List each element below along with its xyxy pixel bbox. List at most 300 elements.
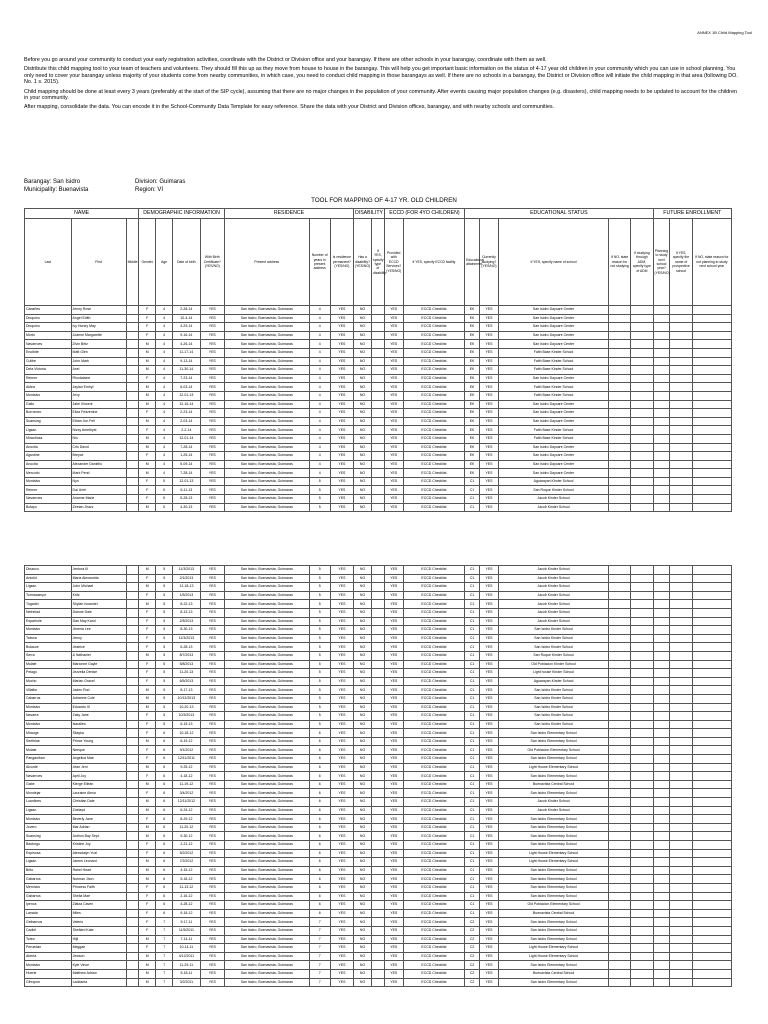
table-cell: YES xyxy=(200,901,224,910)
table-cell xyxy=(372,591,385,600)
table-cell: YES xyxy=(200,495,224,504)
table-cell xyxy=(653,366,670,375)
table-cell xyxy=(631,703,653,712)
table-cell: NO xyxy=(354,926,372,935)
table-cell xyxy=(126,566,139,575)
table-row xyxy=(25,434,732,443)
table-cell: C1 xyxy=(465,651,480,660)
table-cell: ECCD Checklist xyxy=(403,503,464,512)
table-cell xyxy=(653,495,670,504)
table-cell: San Isidro, Buenavista, Guimaras xyxy=(224,617,309,626)
table-cell xyxy=(692,583,731,592)
instruction-paragraph: Before you go around your community to conduct your early registration activities, coordinate with the District or Division office and your barangay. If there are other schools in your barangay, coordinate with them as well. xyxy=(24,57,547,63)
table-cell: M xyxy=(139,806,156,815)
table-cell: ECCD Checklist xyxy=(403,314,464,323)
table-cell xyxy=(692,703,731,712)
table-cell: YES xyxy=(479,600,498,609)
table-cell: M xyxy=(139,961,156,970)
table-cell: YES xyxy=(479,746,498,755)
table-cell: 4 xyxy=(156,426,173,435)
table-cell: 7 xyxy=(309,935,330,944)
table-cell xyxy=(653,909,670,918)
table-cell xyxy=(372,712,385,721)
table-cell: F xyxy=(139,789,156,798)
table-cell: YES xyxy=(479,798,498,807)
table-cell: ECCD Checklist xyxy=(403,823,464,832)
table-cell: 4 xyxy=(156,452,173,461)
table-cell: 9-25-12 xyxy=(173,763,201,772)
table-row xyxy=(25,617,732,626)
table-cell xyxy=(631,374,653,383)
table-cell: ECCD Checklist xyxy=(403,426,464,435)
table-cell xyxy=(372,348,385,357)
table-cell: YES xyxy=(384,961,403,970)
table-cell: Ligsan xyxy=(25,426,72,435)
table-cell: NO xyxy=(354,677,372,686)
table-cell: M xyxy=(139,391,156,400)
table-cell xyxy=(631,729,653,738)
table-cell xyxy=(372,866,385,875)
table-cell: Jacob Kinder School xyxy=(499,566,609,575)
table-cell xyxy=(670,961,692,970)
table-cell: 5 xyxy=(309,669,330,678)
table-cell: YES xyxy=(330,374,353,383)
table-cell: YES xyxy=(479,443,498,452)
table-cell: Angel Edith xyxy=(71,314,126,323)
table-cell: YES xyxy=(384,409,403,418)
table-cell xyxy=(670,374,692,383)
table-cell: San Isidro Kinder School xyxy=(499,686,609,695)
table-cell xyxy=(631,651,653,660)
table-cell: 6 xyxy=(156,875,173,884)
table-cell: NO xyxy=(354,712,372,721)
table-cell xyxy=(372,841,385,850)
table-cell: ECCD Checklist xyxy=(403,651,464,660)
table-cell: Ipenos xyxy=(25,901,72,910)
table-cell xyxy=(653,409,670,418)
table-cell: YES xyxy=(384,460,403,469)
table-cell: YES xyxy=(479,452,498,461)
table-cell: John Mark xyxy=(71,357,126,366)
table-cell: M xyxy=(139,952,156,961)
table-cell: Eduardo III xyxy=(71,703,126,712)
table-cell: Jacob Kinder School xyxy=(499,608,609,617)
table-cell: San Isidro Elementary School xyxy=(499,866,609,875)
table-cell: Enolbite xyxy=(25,348,72,357)
table-cell: M xyxy=(139,348,156,357)
table-cell: San Isidro, Buenavista, Guimaras xyxy=(224,823,309,832)
table-cell xyxy=(372,583,385,592)
table-cell xyxy=(692,434,731,443)
table-cell: 6/5/2013 xyxy=(173,677,201,686)
table-cell: YES xyxy=(479,789,498,798)
table-cell xyxy=(653,926,670,935)
table-cell xyxy=(609,746,631,755)
table-cell: YES xyxy=(479,409,498,418)
table-cell: YES xyxy=(200,357,224,366)
table-cell xyxy=(670,574,692,583)
table-cell xyxy=(692,909,731,918)
table-cell: Navarra xyxy=(25,712,72,721)
table-cell: 8-29-12 xyxy=(173,815,201,824)
table-cell: YES xyxy=(200,694,224,703)
table-cell: C2 xyxy=(465,961,480,970)
table-cell xyxy=(670,460,692,469)
table-cell: YES xyxy=(200,460,224,469)
table-cell: YES xyxy=(384,849,403,858)
table-row xyxy=(25,348,732,357)
table-cell: YES xyxy=(330,892,353,901)
table-cell xyxy=(631,909,653,918)
table-cell xyxy=(126,452,139,461)
table-cell xyxy=(670,503,692,512)
table-cell: 4-26-14 xyxy=(173,340,201,349)
table-cell: San Isidro Daycare Center xyxy=(498,306,608,315)
table-cell: F xyxy=(139,815,156,824)
table-cell: Montalvo xyxy=(25,626,72,635)
table-cell xyxy=(670,823,692,832)
table-cell xyxy=(126,434,139,443)
table-cell xyxy=(631,763,653,772)
column-header: Provided with ECCD Services? (YES/NO) xyxy=(384,219,403,306)
table-cell xyxy=(126,677,139,686)
table-cell: Sliayka xyxy=(71,729,126,738)
table-cell: Navarroes xyxy=(25,495,72,504)
group-header-eccd: ECCD (FOR 4YO CHILDREN) xyxy=(384,209,464,219)
table-cell: Rahei Heart xyxy=(71,866,126,875)
table-cell xyxy=(631,460,653,469)
table-cell: ECCD Checklist xyxy=(403,460,464,469)
table-cell: YES xyxy=(384,348,403,357)
table-cell: San Isidro, Buenavista, Guimaras xyxy=(224,703,309,712)
table-row xyxy=(25,600,732,609)
table-cell: Mark Pend xyxy=(71,469,126,478)
table-cell: 12/11/2012 xyxy=(173,798,201,807)
table-cell xyxy=(653,686,670,695)
table-cell: San Isidro, Buenavista, Guimaras xyxy=(224,789,309,798)
table-cell: EK xyxy=(465,426,480,435)
table-cell: YES xyxy=(330,961,353,970)
table-cell: 4-29-14 xyxy=(173,323,201,332)
table-cell: YES xyxy=(479,366,498,375)
table-cell: YES xyxy=(330,772,353,781)
table-cell: 5 xyxy=(156,591,173,600)
table-cell xyxy=(126,366,139,375)
table-row xyxy=(25,331,732,340)
table-cell: YES xyxy=(330,591,353,600)
table-cell: 6 xyxy=(309,858,330,867)
table-cell: ECCD Checklist xyxy=(403,409,464,418)
table-cell: EK xyxy=(465,443,480,452)
table-cell: YES xyxy=(200,374,224,383)
table-cell: YES xyxy=(200,746,224,755)
table-cell xyxy=(126,694,139,703)
table-cell: 6 xyxy=(156,883,173,892)
table-cell xyxy=(653,883,670,892)
table-cell: NO xyxy=(354,503,372,512)
table-cell xyxy=(631,780,653,789)
table-cell: Kristine Joy xyxy=(71,841,126,850)
column-header: Age xyxy=(156,219,173,306)
table-cell: M xyxy=(139,866,156,875)
table-cell xyxy=(372,858,385,867)
table-cell: San Isidro Elementary School xyxy=(499,875,609,884)
table-cell: 6-03-14 xyxy=(173,383,201,392)
table-cell xyxy=(692,755,731,764)
table-cell: Ligsan xyxy=(25,858,72,867)
table-cell: YES xyxy=(479,806,498,815)
table-cell xyxy=(653,720,670,729)
column-header: If NO, state reason for not studying xyxy=(609,219,631,306)
table-cell xyxy=(372,677,385,686)
table-cell: YES xyxy=(200,815,224,824)
table-cell: San Isidro, Buenavista, Guimaras xyxy=(224,643,309,652)
table-cell: YES xyxy=(479,608,498,617)
table-cell: C1 xyxy=(465,703,480,712)
table-cell: 7 xyxy=(309,978,330,987)
table-cell: 5 xyxy=(156,712,173,721)
table-cell xyxy=(631,617,653,626)
table-cell xyxy=(372,331,385,340)
table-cell xyxy=(692,961,731,970)
table-cell: YES xyxy=(200,712,224,721)
table-cell: San Isidro, Buenavista, Guimaras xyxy=(224,944,309,953)
table-cell: Hijli xyxy=(71,935,126,944)
table-cell xyxy=(609,617,631,626)
table-cell: NO xyxy=(354,832,372,841)
table-cell: 6 xyxy=(309,763,330,772)
table-cell: M xyxy=(139,566,156,575)
table-cell: Peruedan xyxy=(25,944,72,953)
table-cell: C1 xyxy=(465,686,480,695)
table-cell: YES xyxy=(479,417,498,426)
table-cell: YES xyxy=(384,823,403,832)
table-cell: 6 xyxy=(309,772,330,781)
table-row xyxy=(25,772,732,781)
table-cell: Cadiel xyxy=(25,926,72,935)
table-cell xyxy=(692,849,731,858)
table-cell: 8-22-13 xyxy=(173,600,201,609)
table-cell: ECCD Checklist xyxy=(403,901,464,910)
table-cell: YES xyxy=(384,892,403,901)
table-cell: Huerte xyxy=(25,969,72,978)
table-cell: YES xyxy=(330,909,353,918)
table-cell: C1 xyxy=(465,720,480,729)
table-cell: ECCD Checklist xyxy=(403,737,464,746)
table-cell: Mernicks xyxy=(25,883,72,892)
table-cell: San Isidro, Buenavista, Guimaras xyxy=(224,918,309,927)
table-cell xyxy=(126,772,139,781)
table-cell: 4-15-12 xyxy=(173,866,201,875)
table-cell xyxy=(609,909,631,918)
table-cell: ECCD Checklist xyxy=(403,849,464,858)
table-cell xyxy=(653,391,670,400)
table-cell xyxy=(631,634,653,643)
table-cell: M xyxy=(139,686,156,695)
table-cell: YES xyxy=(384,729,403,738)
table-row xyxy=(25,391,732,400)
table-cell: C1 xyxy=(465,626,480,635)
table-cell: YES xyxy=(330,729,353,738)
table-cell: 6 xyxy=(156,841,173,850)
table-cell: NO xyxy=(354,660,372,669)
table-cell: Angelica Mae xyxy=(71,755,126,764)
table-cell xyxy=(692,643,731,652)
table-cell: San Isidro, Buenavista, Guimaras xyxy=(224,357,309,366)
table-cell: Kritz xyxy=(71,591,126,600)
table-cell: F xyxy=(139,755,156,764)
table-cell xyxy=(670,918,692,927)
table-cell: YES xyxy=(330,918,353,927)
table-cell: YES xyxy=(200,391,224,400)
table-cell: Jake Vincent xyxy=(71,400,126,409)
table-cell xyxy=(631,314,653,323)
table-cell: 4 xyxy=(309,460,330,469)
table-cell: ECCD Checklist xyxy=(403,806,464,815)
table-cell xyxy=(126,755,139,764)
table-cell: NO xyxy=(354,306,372,315)
table-cell xyxy=(692,426,731,435)
table-cell xyxy=(670,340,692,349)
table-cell: Jentura III xyxy=(71,566,126,575)
table-cell: NO xyxy=(354,755,372,764)
table-cell xyxy=(692,374,731,383)
table-cell: San Isidro, Buenavista, Guimaras xyxy=(224,443,309,452)
table-cell: 5 xyxy=(309,694,330,703)
table-cell: NO xyxy=(354,978,372,987)
table-row xyxy=(25,374,732,383)
table-cell: YES xyxy=(384,780,403,789)
table-cell xyxy=(126,686,139,695)
table-cell xyxy=(372,340,385,349)
table-cell: Eliza Fedzenine xyxy=(71,409,126,418)
table-cell: 5 xyxy=(156,503,173,512)
table-cell xyxy=(653,340,670,349)
table-cell: NO xyxy=(354,918,372,927)
table-cell xyxy=(653,400,670,409)
table-cell: F xyxy=(139,426,156,435)
table-cell: M xyxy=(139,357,156,366)
table-cell xyxy=(126,909,139,918)
table-cell xyxy=(126,737,139,746)
table-cell: YES xyxy=(384,583,403,592)
table-cell: 6 xyxy=(309,866,330,875)
table-cell xyxy=(653,314,670,323)
table-cell: F xyxy=(139,918,156,927)
table-cell xyxy=(631,503,653,512)
table-cell: YES xyxy=(200,566,224,575)
table-cell: 6 xyxy=(309,798,330,807)
table-cell: NO xyxy=(354,892,372,901)
table-cell: YES xyxy=(384,626,403,635)
table-cell xyxy=(609,314,631,323)
table-cell: YES xyxy=(479,566,498,575)
table-cell: ECCD Checklist xyxy=(403,486,464,495)
table-cell xyxy=(670,952,692,961)
table-cell xyxy=(670,583,692,592)
table-cell: NO xyxy=(354,686,372,695)
table-row xyxy=(25,383,732,392)
table-cell: 7-14-11 xyxy=(173,935,201,944)
table-cell xyxy=(692,452,731,461)
table-cell: YES xyxy=(479,918,498,927)
table-cell xyxy=(609,409,631,418)
table-cell: Jacob Kinder School xyxy=(498,495,608,504)
table-cell xyxy=(692,686,731,695)
table-cell: ECCD Checklist xyxy=(403,383,464,392)
table-cell: 5 xyxy=(156,495,173,504)
table-cell: Jaylan Emhyl xyxy=(71,383,126,392)
table-cell: YES xyxy=(330,755,353,764)
table-cell xyxy=(126,634,139,643)
table-cell: YES xyxy=(200,331,224,340)
table-cell xyxy=(670,677,692,686)
table-cell xyxy=(631,875,653,884)
table-cell: EK xyxy=(465,391,480,400)
table-cell xyxy=(126,391,139,400)
table-cell: Dai Uriel xyxy=(71,486,126,495)
table-cell: YES xyxy=(479,841,498,850)
table-row xyxy=(25,634,732,643)
table-cell: 7 xyxy=(309,961,330,970)
table-cell: 4 xyxy=(156,340,173,349)
table-cell xyxy=(126,409,139,418)
column-header: Last xyxy=(25,219,72,306)
table-cell: YES xyxy=(200,909,224,918)
table-cell: YES xyxy=(330,503,353,512)
table-cell xyxy=(372,566,385,575)
table-cell: Bolasoe xyxy=(25,643,72,652)
group-header-future-enrollment: FUTURE ENROLLMENT xyxy=(653,209,731,219)
table-cell xyxy=(631,323,653,332)
table-cell: YES xyxy=(330,417,353,426)
table-cell xyxy=(653,486,670,495)
table-cell: ECCD Checklist xyxy=(403,660,464,669)
table-cell: YES xyxy=(200,583,224,592)
table-cell: 11-17-14 xyxy=(173,348,201,357)
table-cell: F xyxy=(139,677,156,686)
table-cell: YES xyxy=(200,617,224,626)
table-cell: M xyxy=(139,366,156,375)
table-cell: YES xyxy=(384,452,403,461)
table-cell: EK xyxy=(465,366,480,375)
table-cell: 12-01-13 xyxy=(173,391,201,400)
group-header-residence: RESIDENCE xyxy=(224,209,353,219)
table-cell xyxy=(126,426,139,435)
table-cell: YES xyxy=(384,617,403,626)
table-cell xyxy=(670,634,692,643)
barangay-label: Barangay: San Isidro xyxy=(24,179,81,185)
table-cell xyxy=(609,677,631,686)
table-cell: YES xyxy=(200,763,224,772)
table-cell xyxy=(692,323,731,332)
table-cell: C1 xyxy=(465,858,480,867)
table-cell: 6-11-13 xyxy=(173,486,201,495)
table-cell xyxy=(372,961,385,970)
table-cell: YES xyxy=(200,729,224,738)
table-cell xyxy=(631,918,653,927)
table-cell: 6 xyxy=(156,780,173,789)
table-cell xyxy=(670,944,692,953)
table-cell: Isaralles xyxy=(71,720,126,729)
table-cell: ECCD Checklist xyxy=(403,495,464,504)
table-cell xyxy=(692,348,731,357)
table-cell: M xyxy=(139,400,156,409)
table-cell: YES xyxy=(384,720,403,729)
table-cell: YES xyxy=(384,806,403,815)
table-cell: C1 xyxy=(465,755,480,764)
table-cell: Morto xyxy=(25,331,72,340)
